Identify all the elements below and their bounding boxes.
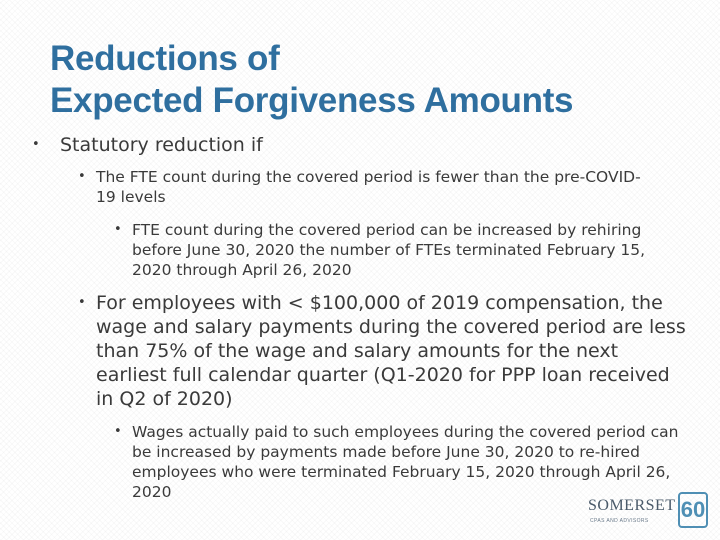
bullet-dot-icon: • [78, 169, 86, 184]
bullet-dot-icon: • [114, 222, 122, 237]
bullet-dot-icon: • [114, 424, 122, 439]
bullet-text: The FTE count during the covered period is fewer than the pre-COVID-19 levels [96, 168, 641, 206]
bullet-text: FTE count during the covered period can be increased by rehiring before June 30, 2020 the number of FTEs terminated February 15, 2020 through April 26, 2020 [132, 221, 646, 279]
slide-title-line-1: Reductions of [50, 39, 280, 78]
logo-subtitle: CPAS AND ADVISORS [590, 518, 649, 524]
bullet-text: For employees with < $100,000 of 2019 compensation, the wage and salary payments during the covered period are less than 75% of the wage and salary amounts for the next earliest full calendar quarter (Q1-2020 for PPP loan received in Q2 of 2020) [96, 292, 686, 410]
bullet-text: Statutory reduction if [60, 134, 263, 156]
slide-title-line-2: Expected Forgiveness Amounts [50, 81, 574, 120]
bullet-dot-icon: • [32, 137, 40, 152]
slide-title [50, 38, 690, 122]
bullet-text: Wages actually paid to such employees during the covered period can be increased by payments made before June 30, 2020 to re-hired employees who were terminated February 15, 2020 through April 26, 2020 [132, 423, 679, 501]
logo-60-badge-icon: 60 [678, 492, 708, 528]
somerset-logo [586, 488, 714, 534]
bullet-dot-icon: • [78, 295, 86, 310]
logo-wordmark: SOMERSET [588, 497, 676, 514]
